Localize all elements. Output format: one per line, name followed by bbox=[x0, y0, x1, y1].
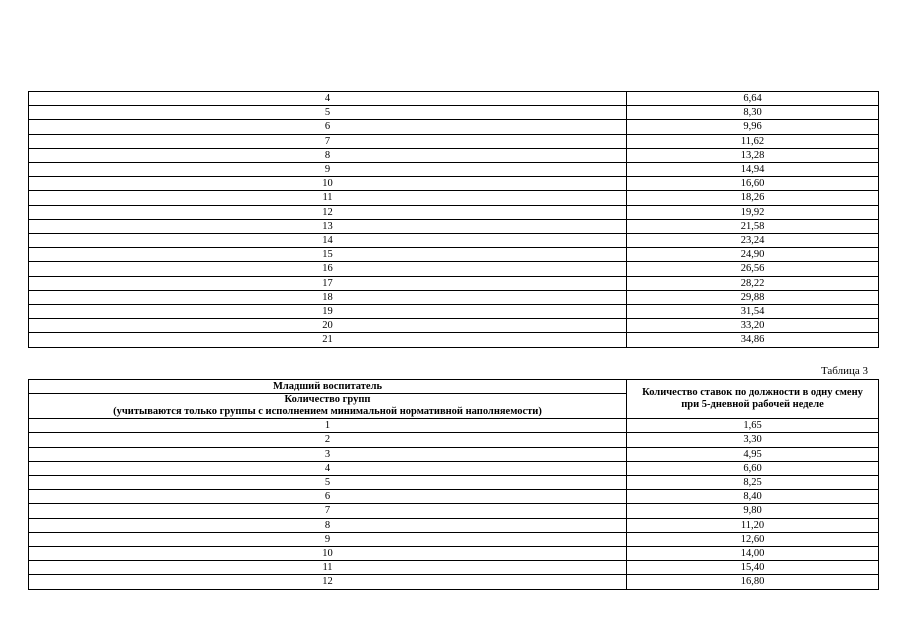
cell-group-count: 15 bbox=[29, 248, 627, 262]
cell-group-count: 6 bbox=[29, 120, 627, 134]
table-row bbox=[29, 461, 879, 475]
cell-rate: 13,28 bbox=[627, 148, 879, 162]
table-row bbox=[29, 205, 879, 219]
table-3-caption: Таблица 3 bbox=[820, 365, 868, 377]
table-row bbox=[29, 290, 879, 304]
cell-rate: 9,96 bbox=[627, 120, 879, 134]
table-row bbox=[29, 276, 879, 290]
cell-group-count: 7 bbox=[29, 134, 627, 148]
cell-rate: 15,40 bbox=[627, 561, 879, 575]
cell-group-count: 11 bbox=[29, 561, 627, 575]
cell-rate: 19,92 bbox=[627, 205, 879, 219]
cell-group-count: 21 bbox=[29, 333, 627, 347]
rates-table-body bbox=[29, 92, 879, 348]
cell-rate: 12,60 bbox=[627, 532, 879, 546]
cell-rate: 8,25 bbox=[627, 476, 879, 490]
table-row bbox=[29, 191, 879, 205]
cell-group-count: 13 bbox=[29, 219, 627, 233]
cell-rate: 28,22 bbox=[627, 276, 879, 290]
table-row bbox=[29, 333, 879, 347]
cell-group-count: 3 bbox=[29, 447, 627, 461]
table-row bbox=[29, 433, 879, 447]
cell-rate: 16,80 bbox=[627, 575, 879, 589]
table-row bbox=[29, 92, 879, 106]
cell-rate: 33,20 bbox=[627, 319, 879, 333]
table-row bbox=[29, 148, 879, 162]
header-position: Младший воспитатель bbox=[29, 380, 627, 394]
table-row bbox=[29, 532, 879, 546]
cell-group-count: 5 bbox=[29, 106, 627, 120]
cell-group-count: 19 bbox=[29, 305, 627, 319]
cell-rate: 21,58 bbox=[627, 219, 879, 233]
cell-rate: 29,88 bbox=[627, 290, 879, 304]
header-row-1 bbox=[29, 380, 879, 394]
cell-group-count: 10 bbox=[29, 547, 627, 561]
cell-rate: 24,90 bbox=[627, 248, 879, 262]
cell-rate: 16,60 bbox=[627, 177, 879, 191]
cell-group-count: 5 bbox=[29, 476, 627, 490]
cell-group-count: 17 bbox=[29, 276, 627, 290]
cell-rate: 1,65 bbox=[627, 419, 879, 433]
table-row bbox=[29, 561, 879, 575]
header-group-count bbox=[29, 394, 627, 419]
cell-rate: 11,62 bbox=[627, 134, 879, 148]
table-row bbox=[29, 419, 879, 433]
cell-rate: 8,30 bbox=[627, 106, 879, 120]
cell-rate: 4,95 bbox=[627, 447, 879, 461]
junior-teacher-table bbox=[28, 379, 879, 590]
cell-group-count: 6 bbox=[29, 490, 627, 504]
cell-group-count: 14 bbox=[29, 234, 627, 248]
header-group-count-label: Количество групп bbox=[284, 394, 371, 406]
cell-group-count: 16 bbox=[29, 262, 627, 276]
table-row bbox=[29, 234, 879, 248]
cell-rate: 6,64 bbox=[627, 92, 879, 106]
cell-rate: 31,54 bbox=[627, 305, 879, 319]
table-row bbox=[29, 106, 879, 120]
cell-rate: 14,00 bbox=[627, 547, 879, 561]
cell-group-count: 1 bbox=[29, 419, 627, 433]
junior-teacher-table-body bbox=[29, 419, 879, 589]
cell-group-count: 18 bbox=[29, 290, 627, 304]
table-row bbox=[29, 504, 879, 518]
table-row bbox=[29, 447, 879, 461]
table-row bbox=[29, 476, 879, 490]
table-row bbox=[29, 219, 879, 233]
table-row bbox=[29, 177, 879, 191]
cell-rate: 23,24 bbox=[627, 234, 879, 248]
cell-group-count: 4 bbox=[29, 461, 627, 475]
table-row bbox=[29, 248, 879, 262]
cell-rate: 14,94 bbox=[627, 163, 879, 177]
cell-group-count: 2 bbox=[29, 433, 627, 447]
cell-group-count: 4 bbox=[29, 92, 627, 106]
cell-group-count: 7 bbox=[29, 504, 627, 518]
cell-rate: 6,60 bbox=[627, 461, 879, 475]
table-row bbox=[29, 120, 879, 134]
cell-rate: 8,40 bbox=[627, 490, 879, 504]
table-row bbox=[29, 518, 879, 532]
table-row bbox=[29, 262, 879, 276]
cell-group-count: 9 bbox=[29, 532, 627, 546]
table-row bbox=[29, 134, 879, 148]
cell-group-count: 10 bbox=[29, 177, 627, 191]
table-row bbox=[29, 319, 879, 333]
cell-rate: 11,20 bbox=[627, 518, 879, 532]
cell-group-count: 12 bbox=[29, 575, 627, 589]
header-group-count-note: (учитываются только группы с исполнением минимальной нормативной наполняемости) bbox=[113, 406, 542, 418]
rates-table-continued bbox=[28, 91, 879, 348]
cell-rate: 26,56 bbox=[627, 262, 879, 276]
cell-rate: 9,80 bbox=[627, 504, 879, 518]
table-row bbox=[29, 305, 879, 319]
cell-group-count: 11 bbox=[29, 191, 627, 205]
cell-group-count: 12 bbox=[29, 205, 627, 219]
cell-rate: 18,26 bbox=[627, 191, 879, 205]
cell-group-count: 9 bbox=[29, 163, 627, 177]
table-row bbox=[29, 163, 879, 177]
header-rates: Количество ставок по должности в одну смену при 5-дневной рабочей неделе bbox=[627, 380, 879, 419]
cell-group-count: 8 bbox=[29, 148, 627, 162]
cell-group-count: 8 bbox=[29, 518, 627, 532]
cell-group-count: 20 bbox=[29, 319, 627, 333]
cell-rate: 3,30 bbox=[627, 433, 879, 447]
table-row bbox=[29, 575, 879, 589]
cell-rate: 34,86 bbox=[627, 333, 879, 347]
table-row bbox=[29, 547, 879, 561]
table-row bbox=[29, 490, 879, 504]
